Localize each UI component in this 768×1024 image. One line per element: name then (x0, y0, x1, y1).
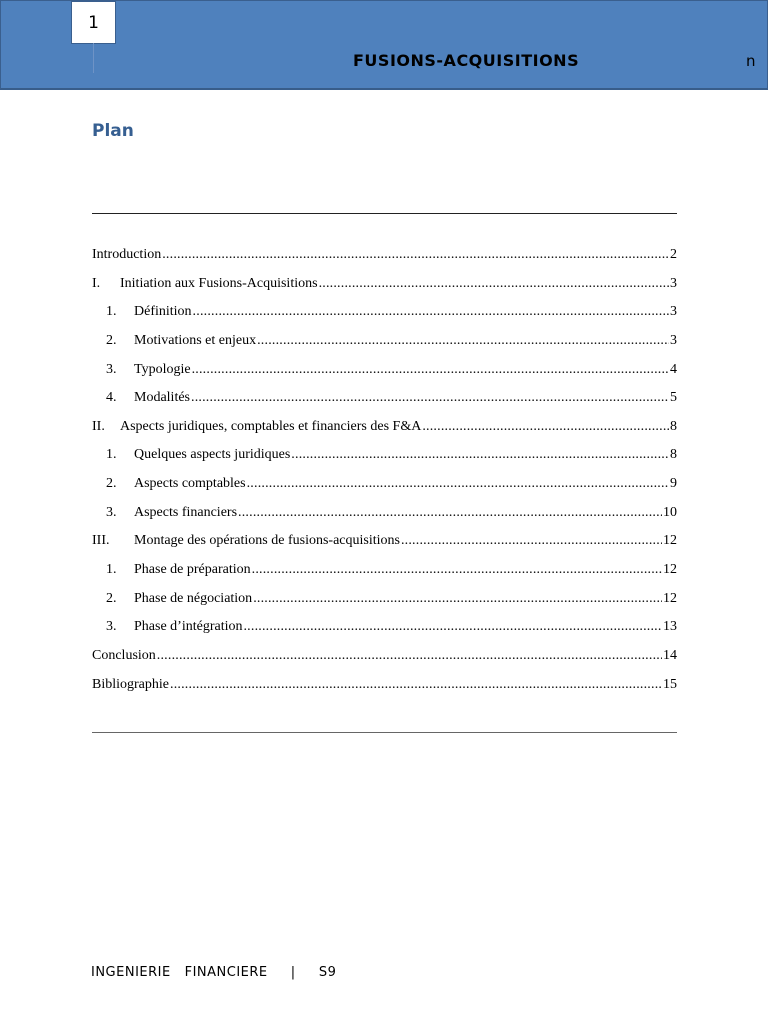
toc-entry-page: 12 (663, 590, 677, 606)
toc-leader (291, 445, 669, 465)
toc-entry-page: 10 (663, 504, 677, 520)
toc-leader (243, 617, 662, 637)
toc-entry[interactable] (92, 245, 677, 274)
page-header (0, 0, 768, 90)
toc-entry-page: 14 (663, 647, 677, 663)
toc-leader (401, 531, 662, 551)
toc-entry-text: Introduction (92, 247, 162, 262)
toc-leader (257, 331, 669, 351)
toc-entry-number: I. (92, 275, 101, 291)
toc-entry-page: 5 (670, 390, 677, 406)
toc-entry-page: 13 (663, 619, 677, 635)
toc-entry-number: 1. (106, 304, 117, 320)
toc-leader (247, 474, 669, 494)
toc-entry[interactable] (92, 388, 677, 417)
toc-entry-page: 4 (670, 361, 677, 377)
toc-entry-number: 4. (106, 390, 117, 406)
toc-entry[interactable] (92, 503, 677, 532)
toc-entry-number: 1. (106, 447, 117, 463)
toc-entry-text: Définition (134, 304, 192, 320)
toc-entry[interactable] (92, 617, 677, 646)
toc-top-rule (92, 213, 677, 214)
toc-leader (238, 503, 662, 523)
plan-heading: Plan (92, 121, 134, 141)
toc-entry-text: Aspects comptables (134, 476, 246, 492)
toc-entry-number: 3. (106, 361, 117, 377)
toc-entry-number: II. (92, 418, 105, 434)
toc-entry-page: 15 (663, 676, 677, 692)
toc-entry[interactable] (92, 589, 677, 618)
toc-entry-text: Montage des opérations de fusions-acquisitions (134, 533, 400, 549)
toc-entry-number: III. (92, 533, 110, 549)
toc-entry-page: 2 (670, 247, 677, 262)
toc-entry-text: Typologie (134, 361, 191, 377)
toc-entry[interactable] (92, 531, 677, 560)
toc-entry-text: Initiation aux Fusions-Acquisitions (120, 275, 318, 291)
toc-entry[interactable] (92, 675, 677, 704)
toc-entry-text: Phase d’intégration (134, 619, 243, 635)
toc-entry[interactable] (92, 360, 677, 389)
toc-leader (193, 302, 669, 322)
toc-entry-text: Quelques aspects juridiques (134, 447, 291, 463)
toc-leader (252, 560, 662, 580)
toc-entry-number: 3. (106, 504, 117, 520)
toc-leader (170, 675, 662, 695)
toc-leader (253, 589, 662, 609)
toc-leader (191, 388, 669, 408)
header-divider (93, 43, 94, 73)
page-number: 1 (71, 1, 116, 44)
toc-entry-text: Modalités (134, 390, 190, 406)
toc-entry-page: 3 (670, 304, 677, 320)
page-footer: INGENIERIE FINANCIERE | S9 (91, 965, 337, 980)
toc-entry-page: 9 (670, 476, 677, 492)
toc-entry[interactable] (92, 274, 677, 303)
toc-entry-number: 2. (106, 590, 117, 606)
toc-entry-text: Conclusion (92, 647, 156, 663)
toc-leader (422, 417, 669, 437)
toc-entry-page: 3 (670, 332, 677, 348)
header-right-text: n (746, 52, 756, 70)
toc-entry-text: Phase de négociation (134, 590, 253, 606)
toc-entry-page: 3 (670, 275, 677, 291)
toc-entry[interactable] (92, 560, 677, 589)
toc-entry-number: 2. (106, 332, 117, 348)
toc-entry-text: Aspects juridiques, comptables et financiers des F&A (120, 418, 422, 434)
toc-entry-text: Phase de préparation (134, 562, 251, 578)
toc-entry-page: 8 (670, 418, 677, 434)
toc-entry-number: 3. (106, 619, 117, 635)
toc-entry[interactable] (92, 445, 677, 474)
toc-entry-text: Aspects financiers (134, 504, 238, 520)
toc-leader (157, 646, 662, 666)
toc-entry[interactable] (92, 302, 677, 331)
toc-entry-number: 2. (106, 476, 117, 492)
toc-entry[interactable] (92, 417, 677, 446)
toc-entry-text: Bibliographie (92, 676, 169, 692)
toc-entry-page: 12 (663, 562, 677, 578)
toc-leader (162, 245, 669, 265)
toc-entry-text: Motivations et enjeux (134, 332, 257, 348)
toc-entry-page: 12 (663, 533, 677, 549)
toc-bottom-rule (92, 732, 677, 733)
toc-leader (319, 274, 669, 294)
toc-leader (192, 360, 669, 380)
toc-entry[interactable] (92, 474, 677, 503)
table-of-contents (92, 245, 677, 703)
document-title: FUSIONS-ACQUISITIONS (353, 51, 580, 70)
toc-entry[interactable] (92, 331, 677, 360)
toc-entry-page: 8 (670, 447, 677, 463)
toc-entry-number: 1. (106, 562, 117, 578)
toc-entry[interactable] (92, 646, 677, 675)
